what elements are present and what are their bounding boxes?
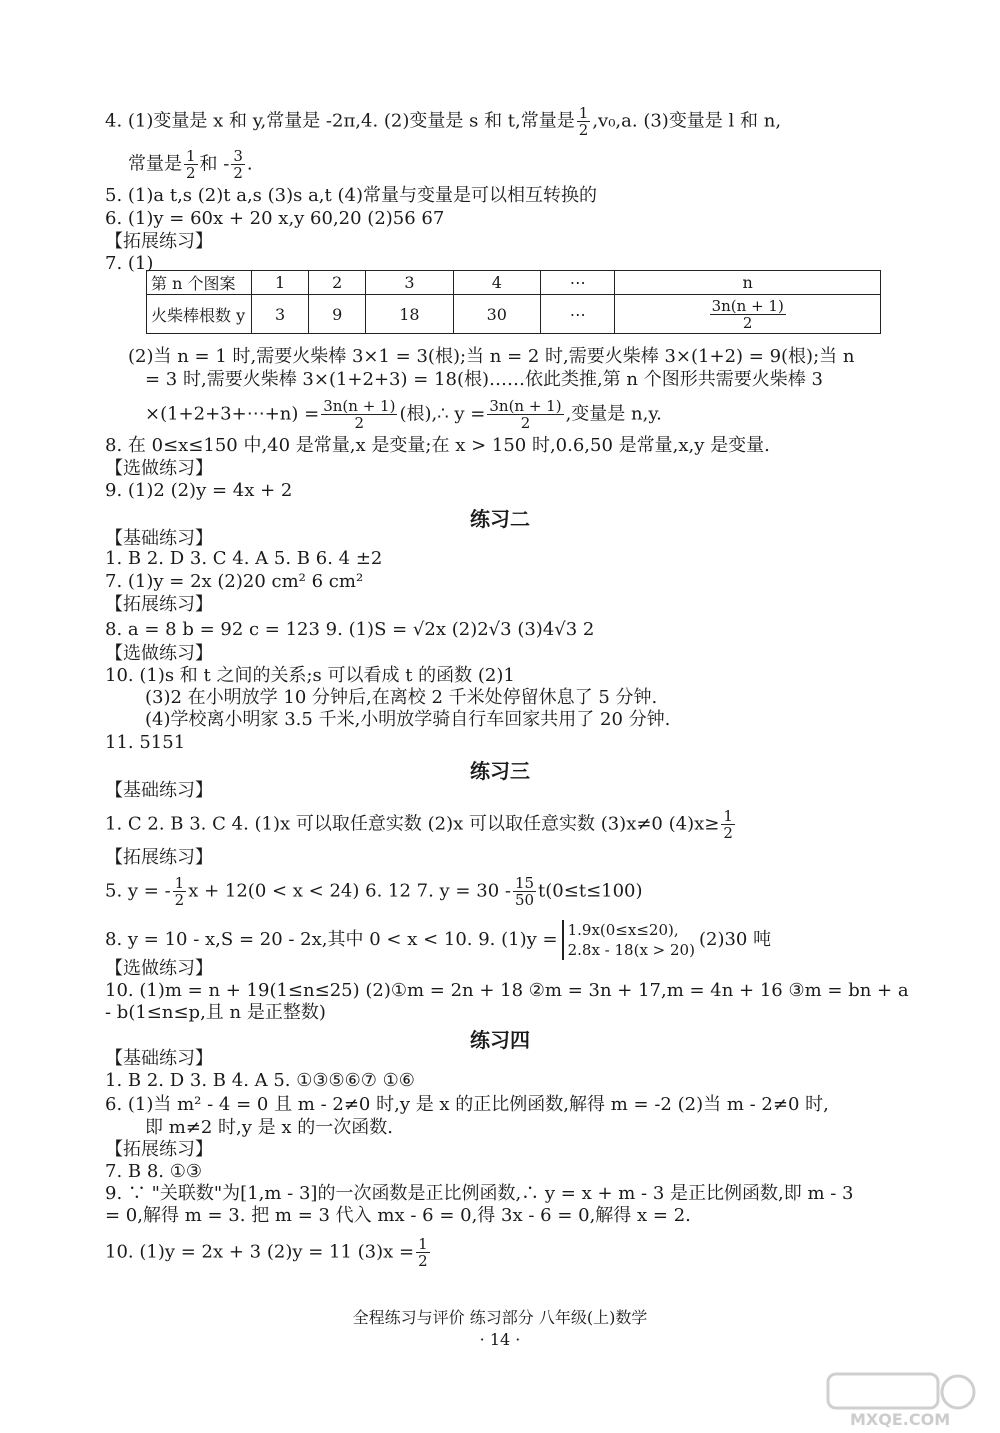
fraction: $\frac{1}{2}$: [418, 1235, 428, 1270]
section-title: 练习二: [470, 507, 530, 531]
answer-7-2-line2: = 3 时,需要火柴棒 3×(1+2+3) = 18(根)……依此类推,第 n 个图形共需要火柴棒 3: [145, 369, 823, 390]
fraction: $\frac{1}{2}$: [186, 147, 196, 182]
watermark-text: MXQE.COM: [850, 1410, 951, 1429]
table-cell: 9: [309, 295, 366, 334]
section-label: 【拓展练习】: [105, 847, 213, 868]
answer-9-line1: 9. ∵ "关联数"为[1,m - 3]的一次函数是正比例函数,∴ y = x + m - 3 是正比例函数,即 m - 3: [105, 1183, 854, 1204]
answer-10-line1: 10. (1)m = n + 19(1≤n≤25) (2)①m = 2n + 18 ②m = 3n + 17,m = 4n + 16 ③m = bn + a: [105, 980, 909, 1001]
table-cell: 第 n 个图案: [147, 271, 252, 295]
answer-9-line2: = 0,解得 m = 3. 把 m = 3 代入 mx - 6 = 0,得 3x - 6 = 0,解得 x = 2.: [105, 1205, 691, 1226]
section-label: 【拓展练习】: [105, 231, 213, 252]
matchstick-table: [146, 270, 881, 334]
table-cell: ⋯: [541, 271, 615, 295]
section-label: 【拓展练习】: [105, 594, 213, 615]
answer-4-line1: 4. (1)变量是 x 和 y,常量是 -2π,4. (2)变量是 s 和 t,常量是 $\frac{1}{2}$ ,v₀,a. (3)变量是 l 和 n,: [105, 104, 782, 139]
answer-4-line2: 常量是 $\frac{1}{2}$ 和 - $\frac{3}{2}$ .: [128, 147, 253, 182]
answer-7-2-line1: (2)当 n = 1 时,需要火柴棒 3×1 = 3(根);当 n = 2 时,需要火柴棒 3×(1+2) = 9(根);当 n: [128, 346, 855, 367]
fraction: $\frac{3n(n + 1)}{2}$: [489, 397, 562, 432]
answer-6-line2: 即 m≠2 时,y 是 x 的一次函数.: [145, 1117, 393, 1138]
answer-7-label: 7. (1): [105, 253, 154, 274]
answer-1-5: 1. B 2. D 3. B 4. A 5. ①③⑤⑥⑦ ①⑥: [105, 1070, 415, 1091]
table-cell: 4: [453, 271, 540, 295]
answer-1-6: 1. B 2. D 3. C 4. A 5. B 6. 4 ±2: [105, 548, 383, 569]
answer-7: 7. (1)y = 2x (2)20 cm² 6 cm²: [105, 571, 364, 592]
section-label: 【选做练习】: [105, 458, 213, 479]
answer-1-4: 1. C 2. B 3. C 4. (1)x 可以取任意实数 (2)x 可以取任意实数 (3)x≠0 (4)x≥ $\frac{1}{2}$: [105, 807, 733, 842]
answer-10-line2: - b(1≤n≤p,且 n 是正整数): [105, 1002, 326, 1023]
section-label: 【基础练习】: [105, 528, 213, 549]
answer-5-7: 5. y = - $\frac{1}{2}$ x + 12(0 < x < 24) 6. 12 7. y = 30 - $\frac{15}{50}$ t(0≤t≤100): [105, 874, 643, 909]
answer-7-8: 7. B 8. ①③: [105, 1161, 203, 1182]
answer-8-9: 8. a = 8 b = 92 c = 123 9. (1)S = √2x (2)2√3 (3)4√3 2: [105, 619, 595, 640]
answer-9: 9. (1)2 (2)y = 4x + 2: [105, 480, 293, 501]
answer-10-4: (4)学校离小明家 3.5 千米,小明放学骑自行车回家共用了 20 分钟.: [145, 709, 671, 730]
table-cell: 3: [252, 295, 309, 334]
fraction: $\frac{1}{2}$: [578, 104, 589, 139]
piecewise-brace: 1.9x(0≤x≤20), 2.8x - 18(x > 20): [562, 920, 695, 960]
section-title: 练习四: [470, 1028, 530, 1052]
answer-10: 10. (1)y = 2x + 3 (2)y = 11 (3)x = $\frac{1}{2}$: [105, 1235, 428, 1270]
fraction: $\frac{3n(n + 1)}{2}$: [711, 296, 784, 332]
answer-6: 6. (1)y = 60x + 20 x,y 60,20 (2)56 67: [105, 208, 445, 229]
table-cell: 3: [366, 271, 453, 295]
table-cell: 30: [453, 295, 540, 334]
table-cell: ⋯: [541, 295, 615, 334]
answer-5: 5. (1)a t,s (2)t a,s (3)s a,t (4)常量与变量是可以相互转换的: [105, 185, 597, 206]
section-label: 【拓展练习】: [105, 1139, 213, 1160]
table-cell: 2: [309, 271, 366, 295]
fraction: $\frac{3n(n + 1)}{2}$: [323, 397, 396, 432]
table-cell: 1: [252, 271, 309, 295]
answer-10-3: (3)2 在小明放学 10 分钟后,在离校 2 千米处停留休息了 5 分钟.: [145, 687, 658, 708]
fraction: $\frac{15}{50}$: [514, 874, 535, 909]
table-cell: [615, 295, 881, 334]
fraction: $\frac{3}{2}$: [233, 147, 243, 182]
answer-8: 8. 在 0≤x≤150 中,40 是常量,x 是变量;在 x > 150 时,0.6,50 是常量,x,y 是变量.: [105, 435, 770, 456]
section-title: 练习三: [470, 759, 530, 783]
answer-10-1: 10. (1)s 和 t 之间的关系;s 可以看成 t 的函数 (2)1: [105, 665, 515, 686]
section-label: 【选做练习】: [105, 958, 213, 979]
section-label: 【基础练习】: [105, 1048, 213, 1069]
answer-7-2-line3: ×(1+2+3+⋯+n) = $\frac{3n(n + 1)}{2}$ (根),∴ y = $\frac{3n(n + 1)}{2}$ ,变量是 n,y.: [145, 397, 662, 432]
section-label: 【选做练习】: [105, 643, 213, 664]
table-cell: n: [615, 271, 881, 295]
section-label: 【基础练习】: [105, 780, 213, 801]
table-row: [147, 295, 881, 334]
page-footer: 全程练习与评价 练习部分 八年级(上)数学: [352, 1308, 648, 1327]
answer-11: 11. 5151: [105, 732, 186, 753]
fraction: $\frac{1}{2}$: [723, 807, 733, 842]
table-cell: 18: [366, 295, 453, 334]
answer-8-9: 8. y = 10 - x,S = 20 - 2x,其中 0 < x < 10. 9. (1)y = 1.9x(0≤x≤20), 2.8x - 18(x > 20) (2)30 吨: [105, 921, 772, 959]
table-cell: 火柴棒根数 y: [147, 295, 252, 334]
page-number: · 14 ·: [479, 1330, 521, 1349]
table-row: [147, 271, 881, 295]
answer-6-line1: 6. (1)当 m² - 4 = 0 且 m - 2≠0 时,y 是 x 的正比例函数,解得 m = -2 (2)当 m - 2≠0 时,: [105, 1094, 829, 1115]
watermark-logo: [820, 1370, 990, 1430]
fraction: $\frac{1}{2}$: [174, 874, 185, 909]
